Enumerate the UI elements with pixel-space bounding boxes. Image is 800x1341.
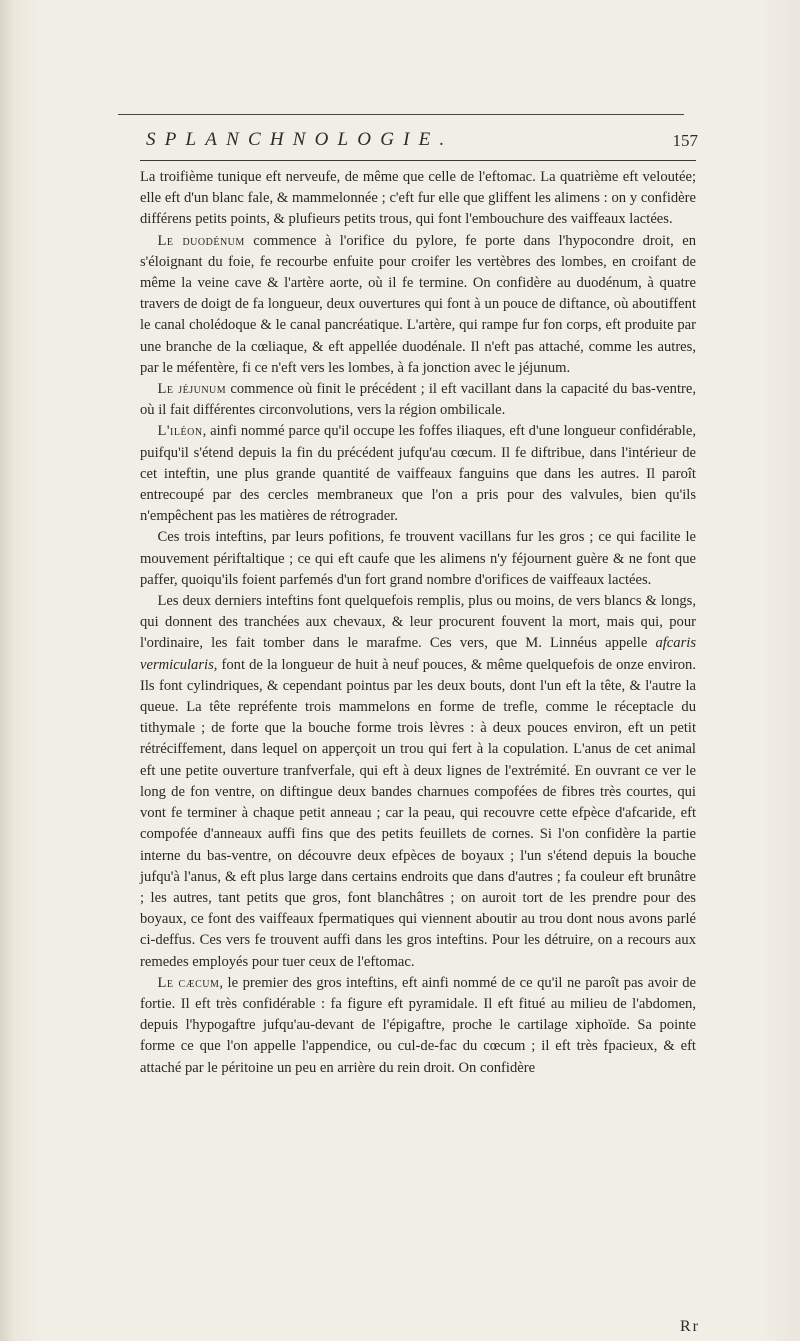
paragraph-7: Le cæcum, le premier des gros inteftins, eft ainfi nommé de ce qu'il ne paroît pas avoir de fortie. Il eft très confidérable : fa figure eft pyramidale. Il eft fitué au milieu de l'abdomen, depuis l'hypogaftre jufqu'au-devant de l'épigaftre, proche le cartilage xiphoïde. Sa pointe forme ce que l'on appelle l'appendice, ou cul-de-fac du cœcum ; il eft très fpacieux, & eft attaché par le péritoine un peu en arrière du rein droit. On confidère [140,974,696,1076]
section-lead-ileon: L'iléon [157,423,203,440]
signature-mark: Rr [680,1318,700,1335]
paragraph-4: L'iléon, ainfi nommé parce qu'il occupe les foffes iliaques, eft d'une longueur confidérable, puifqu'il s'étend depuis la fin du précédent jufqu'au cœcum. Il fe diftribue, dans l'intérieur de cet inteftin, une plus grande quantité de vaiffeaux fanguins que dans les autres. Il paroît entrecoupé par des cercles membraneux que l'on a pris pour des valvules, bien qu'ils n'empêchent pas les matières de rétrograder. [140,423,696,525]
paragraph-6: Les deux derniers inteftins font quelquefois remplis, plus ou moins, de vers blancs & longs, qui donnent des tranchées aux chevaux, & leur procurent fouvent la mort, mais qui, pour l'ordinaire, les fait tomber dans le marafme. Ces vers, que M. Linnéus appelle afcaris vermicularis, font de la longueur de huit à neuf pouces, & même quelquefois de onze environ. Ils font cylindriques, & cependant pointus par les deux bouts, dont l'un eft la tête, & l'autre la queue. La tête repréfente trois mammelons en forme de trefle, comme le réceptacle du tithymale ; de forte que la bouche forme trois lèvres : à deux pouces environ, eft un petit rétréciffement, dans lequel on apperçoit un trou qui fert à la copulation. L'anus de cet animal eft une petite ouverture tranfverfale, qui eft à deux lignes de l'extrémité. En ouvrant ce ver le long de fon ventre, on diftingue deux bandes charnues compofées de fibres très courtes, qui vont fe terminer à chaque petit anneau ; car la peau, qui recouvre cette efpèce d'afcaride, eft compofée d'anneaux auffi fins que des petits feuillets de cornes. Si l'on confidère la partie interne du bas-ventre, on découvre deux efpèces de boyaux ; l'un s'étend depuis la bouche jufqu'à l'anus, & eft plus large dans certains endroits que dans d'autres ; fa couleur eft brunâtre ; les autres, tant petits que gros, font blanchâtres ; on auroit tort de les prendre pour des boyaux, ce font des vaiffeaux fpermatiques qui viennent aboutir au trou dont nous avons parlé ci-deffus. Ces vers fe trouvent auffi dans les gros inteftins. Pour les détruire, on a recours aux remedes employés pour tuer ceux de l'eftomac. [140,593,696,970]
italic-species-name: afcaris vermicularis [140,635,696,673]
section-lead-duodenum: Le duodénum [157,232,245,249]
paragraph-2: Le duodénum commence à l'orifice du pylore, fe porte dans l'hypocondre droit, en s'éloignant du foie, fe recourbe enfuite pour croifer les vertèbres des lombes, en croifant de même la veine cave & l'artère aorte, où il fe termine. On confidère au duodénum, à quatre travers de doigt de fa longueur, deux ouvertures qui font à un pouce de diftance, où aboutiffent le canal cholédoque & le canal pancréatique. L'artère, qui rampe fur fon corps, eft produite par une branche de la cœliaque, & eft appellée duodénale. Il n'eft pas attaché, comme les autres, par le méfentère, fi ce n'eft vers les lombes, à fa jonction avec le jéjunum. [140,232,696,376]
page-number: 157 [672,131,698,150]
paragraph-1: La troifième tunique eft nerveufe, de même que celle de l'eftomac. La quatrième eft veloutée; elle eft d'un blanc fale, & mammelonnée ; c'eft fur elle que gliffent les alimens : on y confidère différens petits points, & plufieurs petits trous, qui font l'embouchure des vaiffeaux lactées. [140,169,696,228]
page-header [140,123,700,157]
paragraph-3: Le jéjunum commence où finit le précédent ; il eft vacillant dans la capacité du bas-ventre, où il fait différentes circonvolutions, vers la région ombilicale. [140,381,696,419]
paragraph-5: Ces trois inteftins, par leurs pofitions, fe trouvent vacillans fur les gros ; ce qui facilite le mouvement périftaltique ; ce qui eft caufe que les alimens n'y féjournent guère & ne font que paffer, quoiqu'ils foient parfemés d'un fort grand nombre d'orifices de vaiffeaux lactées. [140,529,696,588]
header-bottom-rule [140,160,696,161]
running-head: SPLANCHNOLOGIE. [146,129,454,150]
body-text [140,167,696,1079]
header-top-rule [118,114,684,115]
section-lead-jejunum: Le jéjunum [157,381,227,398]
section-lead-caecum: Le cæcum [157,974,220,991]
